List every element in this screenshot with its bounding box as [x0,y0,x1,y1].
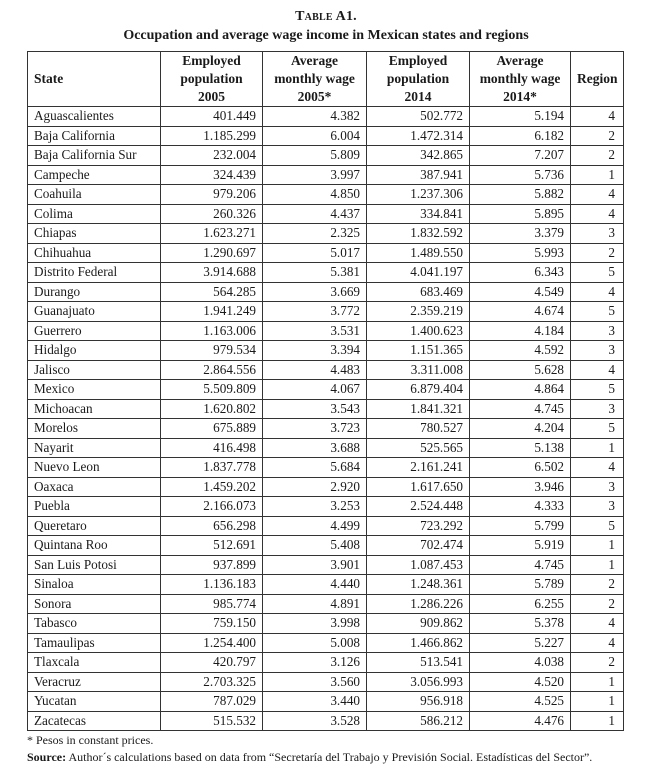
cell-employed-2014: 1.237.306 [367,185,470,205]
cell-wage-2005: 3.772 [263,302,367,322]
header-line: 2014 [404,89,432,104]
cell-wage-2005: 3.253 [263,497,367,517]
cell-region: 5 [571,419,624,439]
cell-employed-2014: 2.524.448 [367,497,470,517]
cell-employed-2005: 1.459.202 [161,477,263,497]
table-row [28,536,624,556]
cell-state: Guanajuato [28,302,161,322]
cell-state: Puebla [28,497,161,517]
cell-employed-2014: 1.841.321 [367,399,470,419]
cell-state: Coahuila [28,185,161,205]
cell-wage-2014: 5.227 [470,633,571,653]
cell-employed-2005: 985.774 [161,594,263,614]
table-row [28,438,624,458]
cell-wage-2005: 2.920 [263,477,367,497]
footnote: * Pesos in constant prices. [27,733,154,747]
cell-region: 1 [571,672,624,692]
cell-employed-2014: 525.565 [367,438,470,458]
cell-employed-2005: 512.691 [161,536,263,556]
cell-employed-2014: 1.248.361 [367,575,470,595]
cell-employed-2005: 420.797 [161,653,263,673]
cell-region: 4 [571,107,624,127]
table-row [28,263,624,283]
cell-employed-2014: 1.832.592 [367,224,470,244]
header-region [571,52,624,107]
cell-wage-2005: 5.008 [263,633,367,653]
cell-wage-2014: 4.520 [470,672,571,692]
cell-wage-2005: 4.499 [263,516,367,536]
table-row [28,185,624,205]
cell-region: 3 [571,224,624,244]
cell-employed-2014: 334.841 [367,204,470,224]
cell-employed-2005: 3.914.688 [161,263,263,283]
cell-employed-2014: 956.918 [367,692,470,712]
cell-employed-2005: 675.889 [161,419,263,439]
table-label-number: A1. [332,9,357,24]
header-line: 2005 [198,89,225,104]
cell-wage-2014: 5.194 [470,107,571,127]
cell-state: Colima [28,204,161,224]
cell-employed-2014: 1.151.365 [367,341,470,361]
cell-region: 1 [571,711,624,731]
cell-region: 1 [571,438,624,458]
cell-wage-2005: 3.560 [263,672,367,692]
cell-wage-2014: 6.502 [470,458,571,478]
cell-employed-2005: 1.620.802 [161,399,263,419]
cell-employed-2014: 586.212 [367,711,470,731]
cell-employed-2005: 2.166.073 [161,497,263,517]
cell-region: 2 [571,594,624,614]
cell-wage-2005: 5.684 [263,458,367,478]
header-wage-2014 [470,52,571,107]
cell-region: 3 [571,399,624,419]
header-line: Average [291,53,338,68]
cell-region: 4 [571,185,624,205]
table-row [28,107,624,127]
table-row [28,360,624,380]
cell-employed-2005: 515.532 [161,711,263,731]
cell-region: 1 [571,692,624,712]
cell-wage-2014: 4.184 [470,321,571,341]
cell-employed-2005: 1.290.697 [161,243,263,263]
cell-state: Baja California [28,126,161,146]
cell-state: Nuevo Leon [28,458,161,478]
cell-employed-2014: 513.541 [367,653,470,673]
cell-wage-2005: 3.669 [263,282,367,302]
cell-region: 4 [571,633,624,653]
cell-region: 4 [571,614,624,634]
cell-employed-2005: 564.285 [161,282,263,302]
cell-region: 4 [571,282,624,302]
cell-employed-2005: 1.941.249 [161,302,263,322]
cell-employed-2005: 787.029 [161,692,263,712]
header-line: 2005* [297,89,332,104]
cell-wage-2014: 4.204 [470,419,571,439]
cell-wage-2014: 5.919 [470,536,571,556]
cell-employed-2014: 2.161.241 [367,458,470,478]
cell-wage-2014: 4.745 [470,399,571,419]
cell-region: 2 [571,575,624,595]
table-row [28,575,624,595]
cell-wage-2014: 5.736 [470,165,571,185]
cell-wage-2005: 5.381 [263,263,367,283]
cell-wage-2014: 6.182 [470,126,571,146]
cell-wage-2005: 3.998 [263,614,367,634]
cell-employed-2014: 780.527 [367,419,470,439]
cell-wage-2014: 5.799 [470,516,571,536]
header-state [28,52,161,107]
cell-employed-2005: 324.439 [161,165,263,185]
cell-wage-2005: 3.997 [263,165,367,185]
cell-wage-2005: 5.017 [263,243,367,263]
table-row [28,243,624,263]
table-row [28,711,624,731]
cell-wage-2014: 4.476 [470,711,571,731]
header-employed-2005 [161,52,263,107]
cell-employed-2005: 1.185.299 [161,126,263,146]
cell-employed-2014: 1.466.862 [367,633,470,653]
header-line: Average [496,53,544,68]
cell-state: Veracruz [28,672,161,692]
source-label: Source: [27,750,67,764]
cell-wage-2005: 6.004 [263,126,367,146]
cell-employed-2005: 1.254.400 [161,633,263,653]
cell-state: Zacatecas [28,711,161,731]
cell-employed-2005: 401.449 [161,107,263,127]
cell-state: Jalisco [28,360,161,380]
cell-wage-2014: 4.549 [470,282,571,302]
table-row [28,282,624,302]
cell-region: 2 [571,653,624,673]
cell-wage-2005: 3.394 [263,341,367,361]
table-row [28,497,624,517]
table-row [28,399,624,419]
cell-employed-2005: 232.004 [161,146,263,166]
cell-employed-2005: 2.703.325 [161,672,263,692]
cell-region: 2 [571,126,624,146]
cell-state: Yucatan [28,692,161,712]
cell-employed-2014: 1.400.623 [367,321,470,341]
cell-employed-2005: 979.534 [161,341,263,361]
cell-state: Sonora [28,594,161,614]
cell-wage-2005: 3.531 [263,321,367,341]
cell-employed-2005: 1.136.183 [161,575,263,595]
cell-state: Baja California Sur [28,146,161,166]
table-row [28,419,624,439]
header-employed-2014 [367,52,470,107]
cell-employed-2014: 342.865 [367,146,470,166]
table-row [28,653,624,673]
cell-employed-2014: 1.617.650 [367,477,470,497]
header-line: population [386,71,450,86]
table-label [0,9,652,25]
cell-region: 2 [571,243,624,263]
cell-wage-2005: 3.126 [263,653,367,673]
table-row [28,458,624,478]
cell-wage-2005: 3.901 [263,555,367,575]
cell-region: 4 [571,458,624,478]
cell-employed-2014: 3.311.008 [367,360,470,380]
cell-wage-2014: 5.993 [470,243,571,263]
cell-state: Queretaro [28,516,161,536]
header-line: population [180,71,243,86]
source-text: Author´s calculations based on data from “Secretaría del Trabajo y Previsión Social. Estadísticas del Sector”. [66,750,593,764]
cell-state: San Luis Potosi [28,555,161,575]
cell-employed-2005: 979.206 [161,185,263,205]
table-row [28,477,624,497]
cell-state: Mexico [28,380,161,400]
cell-employed-2014: 4.041.197 [367,263,470,283]
cell-region: 3 [571,477,624,497]
header-line: Employed [388,53,448,68]
cell-region: 3 [571,321,624,341]
cell-state: Tamaulipas [28,633,161,653]
table-row [28,555,624,575]
cell-state: Chiapas [28,224,161,244]
cell-wage-2014: 3.379 [470,224,571,244]
table-row [28,614,624,634]
cell-wage-2014: 5.895 [470,204,571,224]
table-row [28,204,624,224]
cell-wage-2014: 4.592 [470,341,571,361]
cell-state: Oaxaca [28,477,161,497]
cell-wage-2014: 5.789 [470,575,571,595]
cell-state: Quintana Roo [28,536,161,556]
table-row [28,126,624,146]
cell-region: 3 [571,497,624,517]
header-wage-2005 [263,52,367,107]
cell-employed-2014: 702.474 [367,536,470,556]
cell-state: Aguascalientes [28,107,161,127]
cell-wage-2014: 4.674 [470,302,571,322]
cell-region: 3 [571,341,624,361]
cell-wage-2005: 3.440 [263,692,367,712]
cell-wage-2005: 4.483 [263,360,367,380]
cell-employed-2005: 5.509.809 [161,380,263,400]
cell-wage-2005: 4.891 [263,594,367,614]
header-line: Employed [182,53,241,68]
cell-wage-2014: 6.343 [470,263,571,283]
cell-wage-2014: 4.333 [470,497,571,517]
cell-employed-2014: 723.292 [367,516,470,536]
cell-region: 5 [571,263,624,283]
cell-state: Chihuahua [28,243,161,263]
cell-employed-2005: 759.150 [161,614,263,634]
cell-employed-2005: 937.899 [161,555,263,575]
cell-state: Morelos [28,419,161,439]
table-label-prefix: Table [295,9,333,24]
cell-wage-2014: 3.946 [470,477,571,497]
cell-wage-2014: 6.255 [470,594,571,614]
cell-wage-2005: 2.325 [263,224,367,244]
cell-wage-2005: 3.688 [263,438,367,458]
header-line: Region [577,71,618,86]
cell-wage-2014: 4.038 [470,653,571,673]
cell-wage-2014: 4.745 [470,555,571,575]
table-body [28,107,624,731]
table-row [28,341,624,361]
table-row [28,692,624,712]
cell-wage-2005: 4.850 [263,185,367,205]
cell-employed-2014: 3.056.993 [367,672,470,692]
cell-employed-2005: 1.163.006 [161,321,263,341]
cell-wage-2005: 5.809 [263,146,367,166]
table-row [28,224,624,244]
cell-wage-2014: 5.138 [470,438,571,458]
header-line: monthly wage [479,71,561,86]
cell-employed-2014: 909.862 [367,614,470,634]
cell-region: 2 [571,146,624,166]
cell-wage-2014: 4.525 [470,692,571,712]
cell-employed-2005: 260.326 [161,204,263,224]
cell-region: 1 [571,555,624,575]
table-row [28,633,624,653]
cell-employed-2014: 502.772 [367,107,470,127]
table-row [28,302,624,322]
cell-employed-2005: 416.498 [161,438,263,458]
cell-state: Durango [28,282,161,302]
cell-state: Tlaxcala [28,653,161,673]
header-row [28,52,624,107]
table-row [28,165,624,185]
cell-region: 4 [571,360,624,380]
cell-wage-2005: 4.067 [263,380,367,400]
table-title: Occupation and average wage income in Mexican states and regions [123,28,529,43]
cell-wage-2005: 4.440 [263,575,367,595]
cell-employed-2014: 1.087.453 [367,555,470,575]
cell-state: Sinaloa [28,575,161,595]
cell-employed-2014: 1.472.314 [367,126,470,146]
cell-employed-2005: 656.298 [161,516,263,536]
cell-employed-2014: 2.359.219 [367,302,470,322]
table-header [28,52,624,107]
cell-state: Hidalgo [28,341,161,361]
cell-wage-2005: 4.437 [263,204,367,224]
cell-employed-2014: 6.879.404 [367,380,470,400]
cell-wage-2005: 3.723 [263,419,367,439]
cell-wage-2005: 4.382 [263,107,367,127]
source-note [27,750,592,765]
header-line: State [34,71,64,86]
cell-wage-2005: 5.408 [263,536,367,556]
table-row [28,146,624,166]
cell-employed-2005: 1.623.271 [161,224,263,244]
header-line: monthly wage [274,71,355,86]
cell-wage-2005: 3.528 [263,711,367,731]
cell-region: 5 [571,380,624,400]
cell-wage-2014: 5.882 [470,185,571,205]
cell-wage-2014: 5.628 [470,360,571,380]
cell-state: Distrito Federal [28,263,161,283]
cell-employed-2014: 1.286.226 [367,594,470,614]
cell-employed-2005: 1.837.778 [161,458,263,478]
table-row [28,672,624,692]
table-row [28,321,624,341]
cell-wage-2014: 4.864 [470,380,571,400]
header-line: 2014* [503,89,537,104]
cell-state: Tabasco [28,614,161,634]
cell-employed-2005: 2.864.556 [161,360,263,380]
cell-region: 4 [571,204,624,224]
cell-state: Michoacan [28,399,161,419]
cell-wage-2014: 5.378 [470,614,571,634]
cell-employed-2014: 387.941 [367,165,470,185]
cell-region: 5 [571,516,624,536]
cell-state: Nayarit [28,438,161,458]
cell-employed-2014: 1.489.550 [367,243,470,263]
cell-wage-2014: 7.207 [470,146,571,166]
cell-employed-2014: 683.469 [367,282,470,302]
table-row [28,380,624,400]
table-row [28,594,624,614]
cell-region: 1 [571,165,624,185]
cell-wage-2005: 3.543 [263,399,367,419]
table-row [28,516,624,536]
cell-region: 5 [571,302,624,322]
cell-state: Guerrero [28,321,161,341]
cell-region: 1 [571,536,624,556]
data-table [27,51,624,731]
cell-state: Campeche [28,165,161,185]
